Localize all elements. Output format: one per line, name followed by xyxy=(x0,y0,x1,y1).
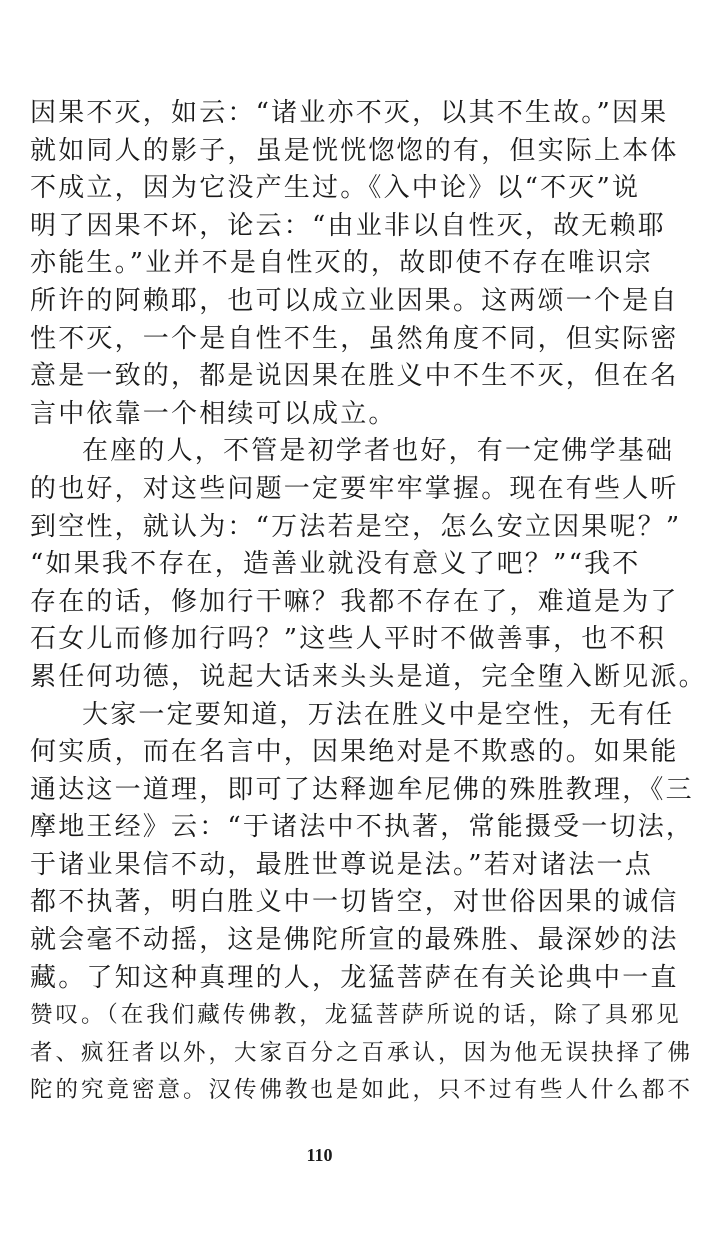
text-line: 就如同人的影子，虽是恍恍惚惚的有，但实际上本体 xyxy=(30,135,679,166)
note-line: 赞叹。（在我们藏传佛教，龙猛菩萨所说的话，除了具邪见 xyxy=(30,1002,682,1029)
text-line: 何实质，而在名言中，因果绝对是不欺惑的。如果能 xyxy=(30,737,679,768)
text-line: 不成立，因为它没产生过。《入中论》以“不灭”说 xyxy=(30,173,641,204)
paragraph-first-line: 在座的人，不管是初学者也好，有一定佛学基础 xyxy=(82,436,675,467)
text-line: 通达这一道理，即可了达释迦牟尼佛的殊胜教理，《三 xyxy=(30,774,694,805)
paragraph-first-line: 大家一定要知道，万法在胜义中是空性，无有任 xyxy=(82,699,675,730)
text-line: 于诸业果信不动，最胜世尊说是法。”若对诸法一点 xyxy=(30,849,653,880)
text-line-paragraph-end: 累任何功德，说起大话来头头是道，完全堕入断见派。 xyxy=(30,661,707,692)
text-line: 意是一致的，都是说因果在胜义中不生不灭，但在名 xyxy=(30,361,679,392)
body-text xyxy=(30,95,707,1110)
note-line: 者、疯狂者以外，大家百分之百承认，因为他无误抉择了佛 xyxy=(30,1039,694,1066)
note-line: 陀的究竟密意。汉传佛教也是如此，只不过有些人什么都不 xyxy=(30,1077,694,1104)
text-line: 藏。了知这种真理的人，龙猛菩萨在有关论典中一直 xyxy=(30,962,679,993)
text-line: 石女儿而修加行吗？”这些人平时不做善事，也不积 xyxy=(30,624,666,655)
text-line: 摩地王经》云：“于诸法中不执著，常能摄受一切法， xyxy=(30,812,695,843)
text-line: 都不执著，明白胜义中一切皆空，对世俗因果的诚信 xyxy=(30,887,679,918)
text-line: 就会毫不动摇，这是佛陀所宣的最殊胜、最深妙的法 xyxy=(30,925,679,956)
text-line: 的也好，对这些问题一定要牢牢掌握。现在有些人听 xyxy=(30,473,679,504)
text-line: 所许的阿赖耶，也可以成立业因果。这两颂一个是自 xyxy=(30,285,679,316)
text-line: 明了因果不坏，论云：“由业非以自性灭，故无赖耶 xyxy=(30,210,666,241)
page-number: 110 xyxy=(306,1145,333,1165)
text-line: 亦能生。”业并不是自性灭的，故即使不存在唯识宗 xyxy=(30,248,653,279)
text-line: 到空性，就认为：“万法若是空，怎么安立因果呢？” xyxy=(30,511,682,542)
text-line: 存在的话，修加行干嘛？我都不存在了，难道是为了 xyxy=(30,586,679,617)
text-line: 性不灭，一个是自性不生，虽然角度不同，但实际密 xyxy=(30,323,679,354)
text-line: “如果我不存在，造善业就没有意义了吧？”“我不 xyxy=(30,549,641,580)
text-line-paragraph-end: 言中依靠一个相续可以成立。 xyxy=(30,398,397,429)
text-line: 因果不灭，如云：“诸业亦不灭，以其不生故。”因果 xyxy=(30,98,669,128)
